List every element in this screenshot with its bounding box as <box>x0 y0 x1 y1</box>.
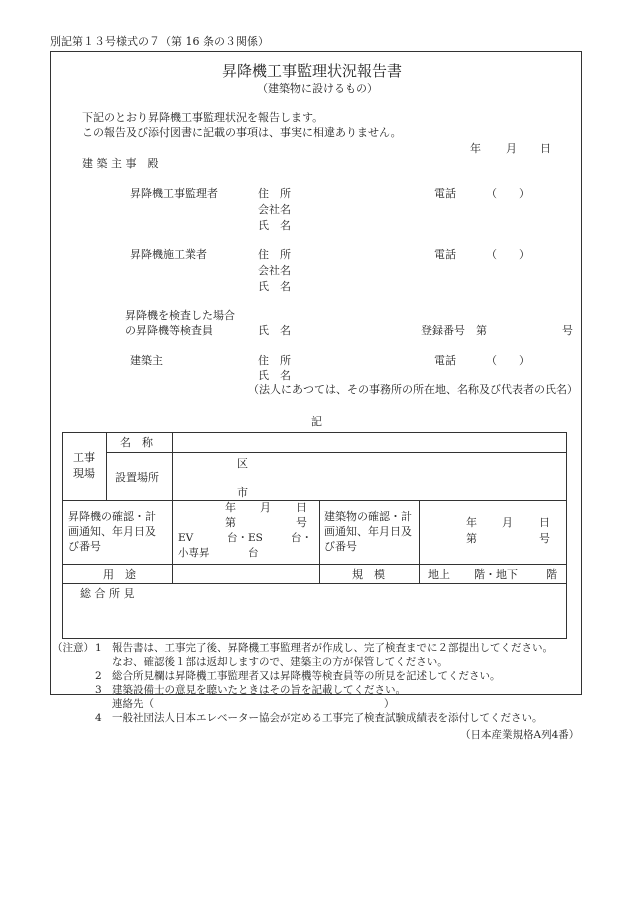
installer-label: 昇降機施工業者 <box>130 248 207 261</box>
floors-suffix: 階 <box>546 568 557 581</box>
note-3-number: 3 <box>95 684 102 696</box>
elevator-confirm-label-3: び番号 <box>68 540 101 553</box>
notes-heading: （注意） <box>52 642 94 654</box>
note-4-number: 4 <box>95 712 102 724</box>
note-1-line-a: 報告書は、工事完了後、昇降機工事監理者が作成し、完了検査までに２部提出してください。 <box>112 642 553 654</box>
installer-company-label: 会社名 <box>258 264 291 277</box>
elevator-small-label: 小専昇 <box>178 547 210 559</box>
intro-line-2: この報告及び添付図書に記載の事項は、事実に相違ありません。 <box>82 126 402 139</box>
date-year: 年 <box>470 142 481 155</box>
installer-phone-paren: （ ） <box>486 248 530 261</box>
floors-below-label: 階・地下 <box>474 568 518 581</box>
owner-corporate-note: （法人にあつては、その事務所の所在地、名称及び代表者の氏名） <box>248 383 578 396</box>
elevator-es-label: 台・ES <box>227 532 263 544</box>
installer-phone-label: 電話 <box>434 248 456 261</box>
building-date-day: 日 <box>539 516 550 529</box>
elevator-no-suffix: 号 <box>296 516 307 529</box>
owner-phone-paren: （ ） <box>486 354 530 367</box>
building-confirm-label-2: 画通知、年月日及 <box>324 525 412 538</box>
note-2-number: 2 <box>95 670 102 682</box>
supervisor-phone-paren: （ ） <box>486 187 530 200</box>
note-3: 建築設備士の意見を聴いたときはその旨を記載してください。 <box>112 684 406 696</box>
elevator-date-year: 年 <box>225 501 236 514</box>
ki-marker: 記 <box>311 415 322 428</box>
owner-name-label: 氏 名 <box>258 369 291 382</box>
elevator-date-month: 月 <box>260 501 271 514</box>
supervisor-name-label: 氏 名 <box>258 219 291 232</box>
location-ward: 区 <box>237 457 248 470</box>
inspector-registration-suffix: 号 <box>562 324 573 337</box>
building-no-prefix: 第 <box>466 532 477 545</box>
inspector-registration-label: 登録番号 第 <box>421 324 487 337</box>
note-3-contact-close: ） <box>384 698 395 710</box>
site-label-1: 工事 <box>73 451 95 464</box>
owner-phone-label: 電話 <box>434 354 456 367</box>
elevator-confirm-label-1: 昇降機の確認・計 <box>68 510 156 523</box>
location-city: 市 <box>237 486 248 499</box>
overall-opinion-label: 総 合 所 見 <box>80 587 135 600</box>
note-1-line-b: なお、確認後１部は返却しますので、建築主の方が保管してください。 <box>112 656 448 668</box>
use-label: 用 途 <box>103 568 136 581</box>
date-month: 月 <box>506 142 517 155</box>
note-4: 一般社団法人日本エレベーター協会が定める工事完了検査試験成績表を添付してください。 <box>112 712 543 724</box>
scale-label: 規 模 <box>352 568 385 581</box>
elevator-small-dai: 台 <box>248 547 259 559</box>
supervisor-phone-label: 電話 <box>434 187 456 200</box>
addressee: 建 築 主 事 殿 <box>82 157 159 170</box>
site-location-label: 設置場所 <box>115 471 159 484</box>
building-confirm-label-3: び番号 <box>324 540 357 553</box>
date-day: 日 <box>540 142 551 155</box>
owner-label: 建築主 <box>130 354 163 367</box>
elevator-ev-label: EV <box>178 532 194 544</box>
elevator-date-day: 日 <box>296 501 307 514</box>
page-title: 昇降機工事監理状況報告書 <box>222 62 403 80</box>
supervisor-company-label: 会社名 <box>258 203 291 216</box>
building-confirm-label-1: 建築物の確認・計 <box>324 510 412 523</box>
inspector-label-2: の昇降機等検査員 <box>125 324 213 337</box>
page-subtitle: （建築物に設けるもの） <box>257 82 378 95</box>
inspector-name-label: 氏 名 <box>258 324 291 337</box>
building-no-suffix: 号 <box>539 532 550 545</box>
installer-name-label: 氏 名 <box>258 280 291 293</box>
elevator-no-prefix: 第 <box>225 516 236 529</box>
note-3-contact: 連絡先（ <box>112 698 154 710</box>
supervisor-address-label: 住 所 <box>258 187 291 200</box>
intro-line-1: 下記のとおり昇降機工事監理状況を報告します。 <box>82 111 324 124</box>
note-1-number: 1 <box>95 642 102 654</box>
owner-address-label: 住 所 <box>258 354 291 367</box>
building-date-year: 年 <box>466 516 477 529</box>
site-label-2: 現場 <box>73 467 95 480</box>
inspector-label-1: 昇降機を検査した場合 <box>125 309 235 322</box>
building-date-month: 月 <box>502 516 513 529</box>
note-2: 総合所見欄は昇降機工事監理者又は昇降機等検査員等の所見を記述してください。 <box>112 670 501 682</box>
elevator-dai-label: 台・ <box>291 532 312 544</box>
installer-address-label: 住 所 <box>258 248 291 261</box>
paper-spec: （日本産業規格A列4番） <box>460 729 580 741</box>
site-name-label: 名 称 <box>120 436 153 449</box>
elevator-confirm-label-2: 画通知、年月日及 <box>68 525 156 538</box>
floors-above-label: 地上 <box>428 568 450 581</box>
supervisor-label: 昇降機工事監理者 <box>130 187 218 200</box>
form-reference: 別記第１３号様式の７（第 16 条の３関係） <box>50 35 269 48</box>
